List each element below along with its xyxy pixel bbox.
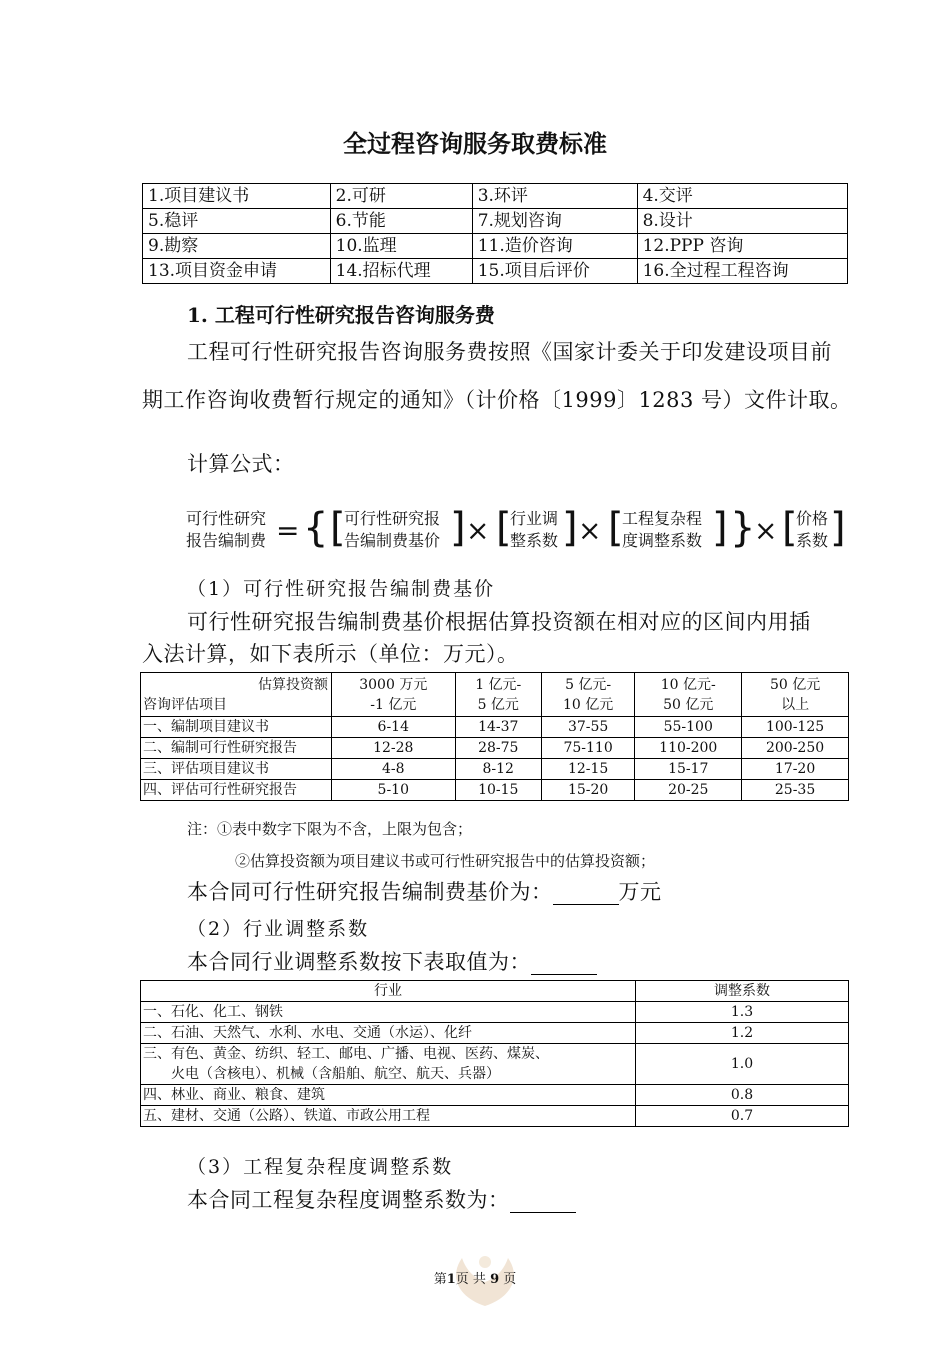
close-bracket-icon: ] — [712, 505, 728, 551]
footer-text: 第 — [433, 1272, 447, 1287]
table-cell: 55-100 — [635, 717, 742, 738]
column-header — [742, 673, 849, 717]
table-cell: 12-15 — [541, 759, 634, 780]
table-row — [141, 1023, 849, 1044]
row-label: 四、评估可行性研究报告 — [141, 780, 332, 801]
times-sign: × — [466, 514, 490, 547]
column-header: 行业 — [141, 981, 636, 1002]
table-cell: 37-55 — [541, 717, 634, 738]
formula-term-line1: 可行性研究报 — [344, 509, 441, 528]
service-item: 10.监理 — [330, 234, 472, 259]
header-line: 3000 万元 — [359, 676, 428, 693]
table-row — [141, 1106, 849, 1127]
service-item: 5.稳评 — [143, 209, 331, 234]
current-page-number: 1 — [446, 1272, 456, 1287]
service-item: 15.项目后评价 — [472, 259, 637, 284]
open-brace-icon: { — [303, 505, 329, 551]
formula-lhs — [186, 508, 266, 552]
table-cell: 10-15 — [455, 780, 541, 801]
industry-coef-line — [187, 946, 597, 976]
industry-cell: 四、林业、商业、粮食、建筑 — [141, 1085, 636, 1106]
industry-coef-label: 本合同行业调整系数按下表取值为： — [187, 950, 531, 974]
row-label: 一、编制项目建议书 — [141, 717, 332, 738]
close-brace-icon: } — [730, 505, 756, 551]
service-item: 11.造价咨询 — [472, 234, 637, 259]
column-header — [332, 673, 456, 717]
total-page-number: 9 — [490, 1272, 500, 1287]
header-line: 5 亿元- — [565, 676, 612, 693]
formula-term-base-price — [344, 508, 440, 552]
table-cell: 28-75 — [455, 738, 541, 759]
close-bracket-icon: ] — [830, 505, 846, 551]
table-row — [141, 738, 849, 759]
formula-term-line1: 工程复杂程 — [622, 509, 703, 528]
service-item: 16.全过程工程咨询 — [637, 259, 847, 284]
table-row — [141, 717, 849, 738]
coef-cell: 0.7 — [636, 1106, 849, 1127]
table-cell: 20-25 — [635, 780, 742, 801]
header-line: 50 亿元 — [663, 696, 714, 713]
industry-cell: 五、建材、交通（公路）、铁道、市政公用工程 — [141, 1106, 636, 1127]
service-item: 7.规划咨询 — [472, 209, 637, 234]
formula-term-line2: 度调整系数 — [622, 531, 703, 550]
table-cell: 4-8 — [332, 759, 456, 780]
industry-cell — [141, 1044, 636, 1085]
footer-text: 页 — [503, 1272, 517, 1287]
paragraph-line: 入法计算，如下表所示（单位：万元）。 — [142, 642, 519, 666]
paragraph-line: 工程可行性研究报告咨询服务费按照《国家计委关于印发建设项目前 — [187, 340, 832, 364]
formula-term-line2: 整系数 — [510, 531, 559, 550]
table-cell: 200-250 — [742, 738, 849, 759]
page-title: 全过程咨询服务取费标准 — [343, 130, 607, 158]
close-bracket-icon: ] — [562, 505, 578, 551]
column-header — [455, 673, 541, 717]
service-item: 2.可研 — [330, 184, 472, 209]
column-header — [635, 673, 742, 717]
table-cell: 6-14 — [332, 717, 456, 738]
times-sign: × — [578, 514, 602, 547]
industry-line: 三、有色、黄金、纺织、轻工、邮电、广播、电视、医药、煤炭、 — [143, 1046, 549, 1062]
row-label: 二、编制可行性研究报告 — [141, 738, 332, 759]
service-item: 6.节能 — [330, 209, 472, 234]
table-row — [141, 759, 849, 780]
close-bracket-icon: ] — [450, 505, 466, 551]
formula-lhs-line1: 可行性研究 — [186, 509, 267, 528]
corner-top-label: 估算投资额 — [258, 676, 328, 693]
header-line: 1 亿元- — [475, 676, 522, 693]
base-price-unit: 万元 — [618, 880, 662, 904]
formula-term-line2: 告编制费基价 — [344, 531, 441, 550]
base-price-blank — [553, 880, 619, 905]
header-line: 10 亿元 — [563, 696, 614, 713]
section-heading: 1. 工程可行性研究报告咨询服务费 — [187, 303, 495, 327]
table-cell: 15-20 — [541, 780, 634, 801]
formula-term-line1: 价格 — [796, 509, 829, 528]
table-cell: 8-12 — [455, 759, 541, 780]
coef-cell: 1.0 — [636, 1044, 849, 1085]
formula-term-industry — [510, 508, 558, 552]
table-row — [141, 1085, 849, 1106]
table-cell: 110-200 — [635, 738, 742, 759]
open-bracket-icon: [ — [608, 505, 624, 551]
service-item: 14.招标代理 — [330, 259, 472, 284]
header-line: 50 亿元 — [769, 676, 821, 693]
note-line: ②估算投资额为项目建议书或可行性研究报告中的估算投资额； — [235, 852, 656, 870]
column-header — [541, 673, 634, 717]
note-line: 注：①表中数字下限为不含，上限为包含； — [187, 820, 473, 838]
service-item: 9.勘察 — [143, 234, 331, 259]
times-sign: × — [754, 514, 778, 547]
complexity-coef-line — [187, 1184, 576, 1214]
coef-cell: 0.8 — [636, 1085, 849, 1106]
industry-cell: 二、石油、天然气、水利、水电、交通（水运）、化纤 — [141, 1023, 636, 1044]
table-cell: 12-28 — [332, 738, 456, 759]
industry-coef-table — [140, 980, 849, 1127]
table-cell: 15-17 — [635, 759, 742, 780]
formula-term-price — [796, 508, 828, 552]
complexity-coef-label: 本合同工程复杂程度调整系数为： — [187, 1188, 510, 1212]
formula-term-line1: 行业调 — [510, 509, 559, 528]
table-row — [141, 780, 849, 801]
table-cell: 17-20 — [742, 759, 849, 780]
header-line: 以上 — [781, 696, 810, 713]
page-footer — [0, 1268, 950, 1287]
formula-term-line2: 系数 — [796, 531, 829, 550]
formula-label: 计算公式： — [187, 452, 295, 476]
table-cell: 25-35 — [742, 780, 849, 801]
industry-coef-blank — [531, 950, 597, 975]
open-bracket-icon: [ — [496, 505, 512, 551]
industry-line: 火电（含核电）、机械（含船舶、航空、航天、兵器） — [171, 1066, 500, 1082]
equals-sign: = — [276, 514, 300, 547]
header-line: -1 亿元 — [370, 696, 417, 713]
paragraph-line: 期工作咨询收费暂行规定的通知》（计价格〔1999〕1283 号）文件计取。 — [142, 388, 852, 412]
formula-term-complexity — [622, 508, 702, 552]
footer-text: 页 共 — [455, 1272, 486, 1287]
row-label: 三、评估项目建议书 — [141, 759, 332, 780]
corner-bottom-label: 咨询评估项目 — [143, 696, 227, 713]
table-row — [141, 1044, 849, 1085]
paragraph-line: 可行性研究报告编制费基价根据估算投资额在相对应的区间内用插 — [187, 610, 811, 634]
industry-cell: 一、石化、化工、钢铁 — [141, 1002, 636, 1023]
column-header: 调整系数 — [636, 981, 849, 1002]
subsection-heading: （3）工程复杂程度调整系数 — [187, 1156, 454, 1178]
service-item: 3.环评 — [472, 184, 637, 209]
service-item: 8.设计 — [637, 209, 847, 234]
service-item: 12.PPP 咨询 — [637, 234, 847, 259]
table-corner-cell — [141, 673, 332, 717]
table-cell: 100-125 — [742, 717, 849, 738]
subsection-heading: （2）行业调整系数 — [187, 918, 370, 940]
subsection-heading: （1）可行性研究报告编制费基价 — [187, 578, 496, 600]
table-cell: 75-110 — [541, 738, 634, 759]
service-item: 4.交评 — [637, 184, 847, 209]
coef-cell: 1.3 — [636, 1002, 849, 1023]
base-price-label: 本合同可行性研究报告编制费基价为： — [187, 880, 553, 904]
base-price-line — [187, 876, 662, 906]
service-item: 13.项目资金申请 — [143, 259, 331, 284]
open-bracket-icon: [ — [782, 505, 798, 551]
service-item: 1.项目建议书 — [143, 184, 331, 209]
formula-lhs-line2: 报告编制费 — [186, 531, 267, 550]
header-line: 5 亿元 — [477, 696, 519, 713]
open-bracket-icon: [ — [330, 505, 346, 551]
table-cell: 5-10 — [332, 780, 456, 801]
table-cell: 14-37 — [455, 717, 541, 738]
header-line: 10 亿元- — [660, 676, 716, 693]
base-price-table — [140, 672, 849, 801]
coef-cell: 1.2 — [636, 1023, 849, 1044]
service-list-table — [142, 183, 848, 284]
complexity-coef-blank — [510, 1188, 576, 1213]
table-row — [141, 1002, 849, 1023]
